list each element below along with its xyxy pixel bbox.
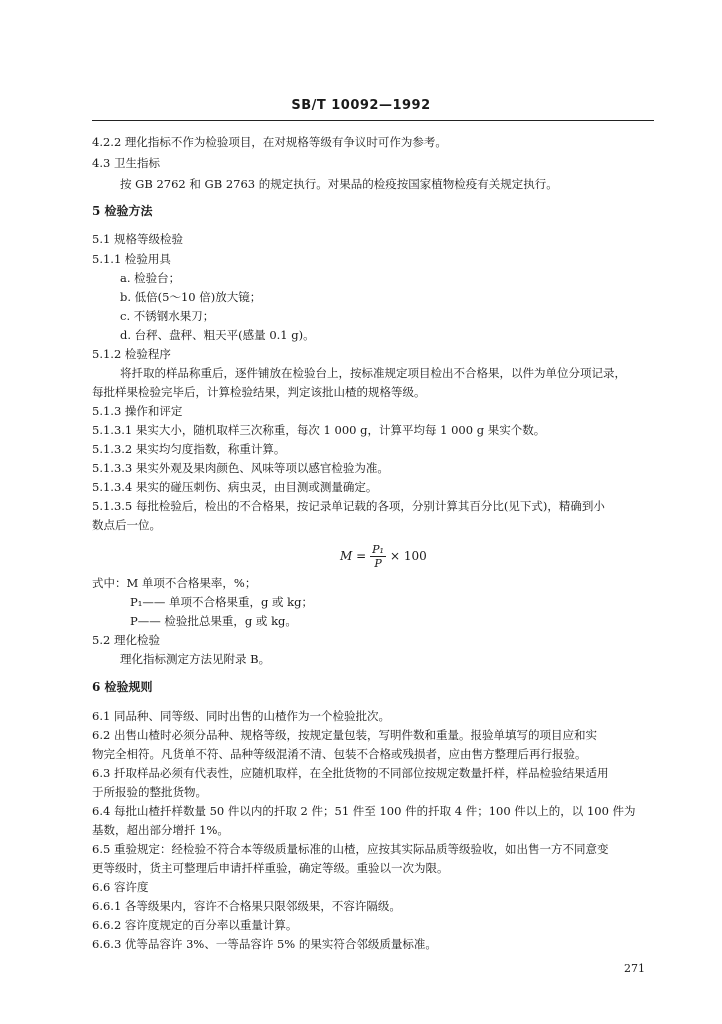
clause-6-2-text-1: 6.2 出售山楂时必须分品种、规格等级，按规定量包装，写明件数和重量。报验单填写的项目应和实 [92,728,597,742]
list-item-b: b. 低倍(5～10 倍)放大镜； [120,290,262,304]
clause-5-1-2-text-1: 将扦取的样品称重后，逐件铺放在检验台上，按标准规定项目检出不合格果，以件为单位分项记录， [120,366,626,380]
clause-5-1-heading: 5.1 规格等级检验 [92,232,183,246]
clause-4-3-text: 按 GB 2762 和 GB 2763 的规定执行。对果品的检疫按国家植物检疫有关规定执行。 [120,177,558,191]
formula-legend-p: P—— 检验批总果重，g 或 kg。 [130,614,297,628]
clause-6-6-3: 6.6.3 优等品容许 3%、一等品容许 5% 的果实符合邻级质量标准。 [92,937,437,951]
list-item-d: d. 台秤、盘秤、粗天平(感量 0.1 g)。 [120,328,315,342]
reject-rate-formula [340,540,427,572]
clause-4-3-heading: 4.3 卫生指标 [92,156,160,170]
clause-5-1-3-heading: 5.1.3 操作和评定 [92,404,183,418]
clause-6-5-text-2: 更等级时，货主可整理后申请扦样重验，确定等级。重验以一次为限。 [92,861,449,875]
clause-5-1-1-heading: 5.1.1 检验用具 [92,252,171,266]
formula-numerator: P₁ [372,542,384,556]
page-number: 271 [624,962,645,975]
clause-6-6-heading: 6.6 容许度 [92,880,149,894]
clause-5-1-3-3: 5.1.3.3 果实外观及果肉颜色、风味等项以感官检验为准。 [92,461,389,475]
formula-lhs: M = [340,549,367,563]
list-item-c: c. 不锈钢水果刀； [120,309,215,323]
clause-5-1-3-5-text-1: 5.1.3.5 每批检验后，检出的不合格果，按记录单记载的各项，分别计算其百分比(见下式)，精确到小 [92,499,605,513]
clause-6-6-2: 6.6.2 容许度规定的百分率以重量计算。 [92,918,298,932]
header-rule [92,120,654,121]
clause-5-1-3-4: 5.1.3.4 果实的碰压刺伤、病虫灵，由目测或测量确定。 [92,480,378,494]
formula-rhs: × 100 [389,549,427,563]
standard-code-header: SB/T 10092—1992 [291,98,431,113]
clause-6-6-1: 6.6.1 各等级果内，容许不合格果只限邻级果，不容许隔级。 [92,899,401,913]
clause-5-1-2-heading: 5.1.2 检验程序 [92,347,171,361]
clause-5-2-text: 理化指标测定方法见附录 B。 [120,652,271,666]
formula-legend-p1: P₁—— 单项不合格果重，g 或 kg； [130,595,314,609]
clause-6-4-text-1: 6.4 每批山楂扦样数量 50 件以内的扦取 2 件；51 件至 100 件的扦取 4 件；100 件以上的，以 100 件为 [92,804,636,818]
clause-6-3-text-2: 于所报验的整批货物。 [92,785,207,799]
formula-legend-m: 式中：M 单项不合格果率，%； [92,576,257,590]
clause-5-2-heading: 5.2 理化检验 [92,633,160,647]
clause-6-1: 6.1 同品种、同等级、同时出售的山楂作为一个检验批次。 [92,709,390,723]
formula-denominator: P [374,556,382,570]
section-6-heading: 6 检验规则 [92,680,153,694]
clause-5-1-3-2: 5.1.3.2 果实均匀度指数，称重计算。 [92,442,286,456]
list-item-a: a. 检验台； [120,271,181,285]
clause-5-1-3-5-text-2: 数点后一位。 [92,518,161,532]
clause-6-2-text-2: 物完全相符。凡货单不符、品种等级混淆不清、包装不合格或残损者，应由售方整理后再行报验。 [92,747,587,761]
section-5-heading: 5 检验方法 [92,204,153,218]
formula-fraction [370,543,386,570]
clause-5-1-3-1: 5.1.3.1 果实大小，随机取样三次称重，每次 1 000 g，计算平均每 1 000 g 果实个数。 [92,423,546,437]
clause-6-5-text-1: 6.5 重验规定：经检验不符合本等级质量标准的山楂，应按其实际品质等级验收，如出售一方不同意变 [92,842,609,856]
clause-6-4-text-2: 基数，超出部分增扦 1%。 [92,823,229,837]
clause-6-3-text-1: 6.3 扦取样品必须有代表性，应随机取样，在全批货物的不同部位按规定数量扦样，样品检验结果适用 [92,766,609,780]
clause-5-1-2-text-2: 每批样果检验完毕后，计算检验结果，判定该批山楂的规格等级。 [92,385,426,399]
clause-4-2-2: 4.2.2 理化指标不作为检验项目，在对规格等级有争议时可作为参考。 [92,135,447,149]
